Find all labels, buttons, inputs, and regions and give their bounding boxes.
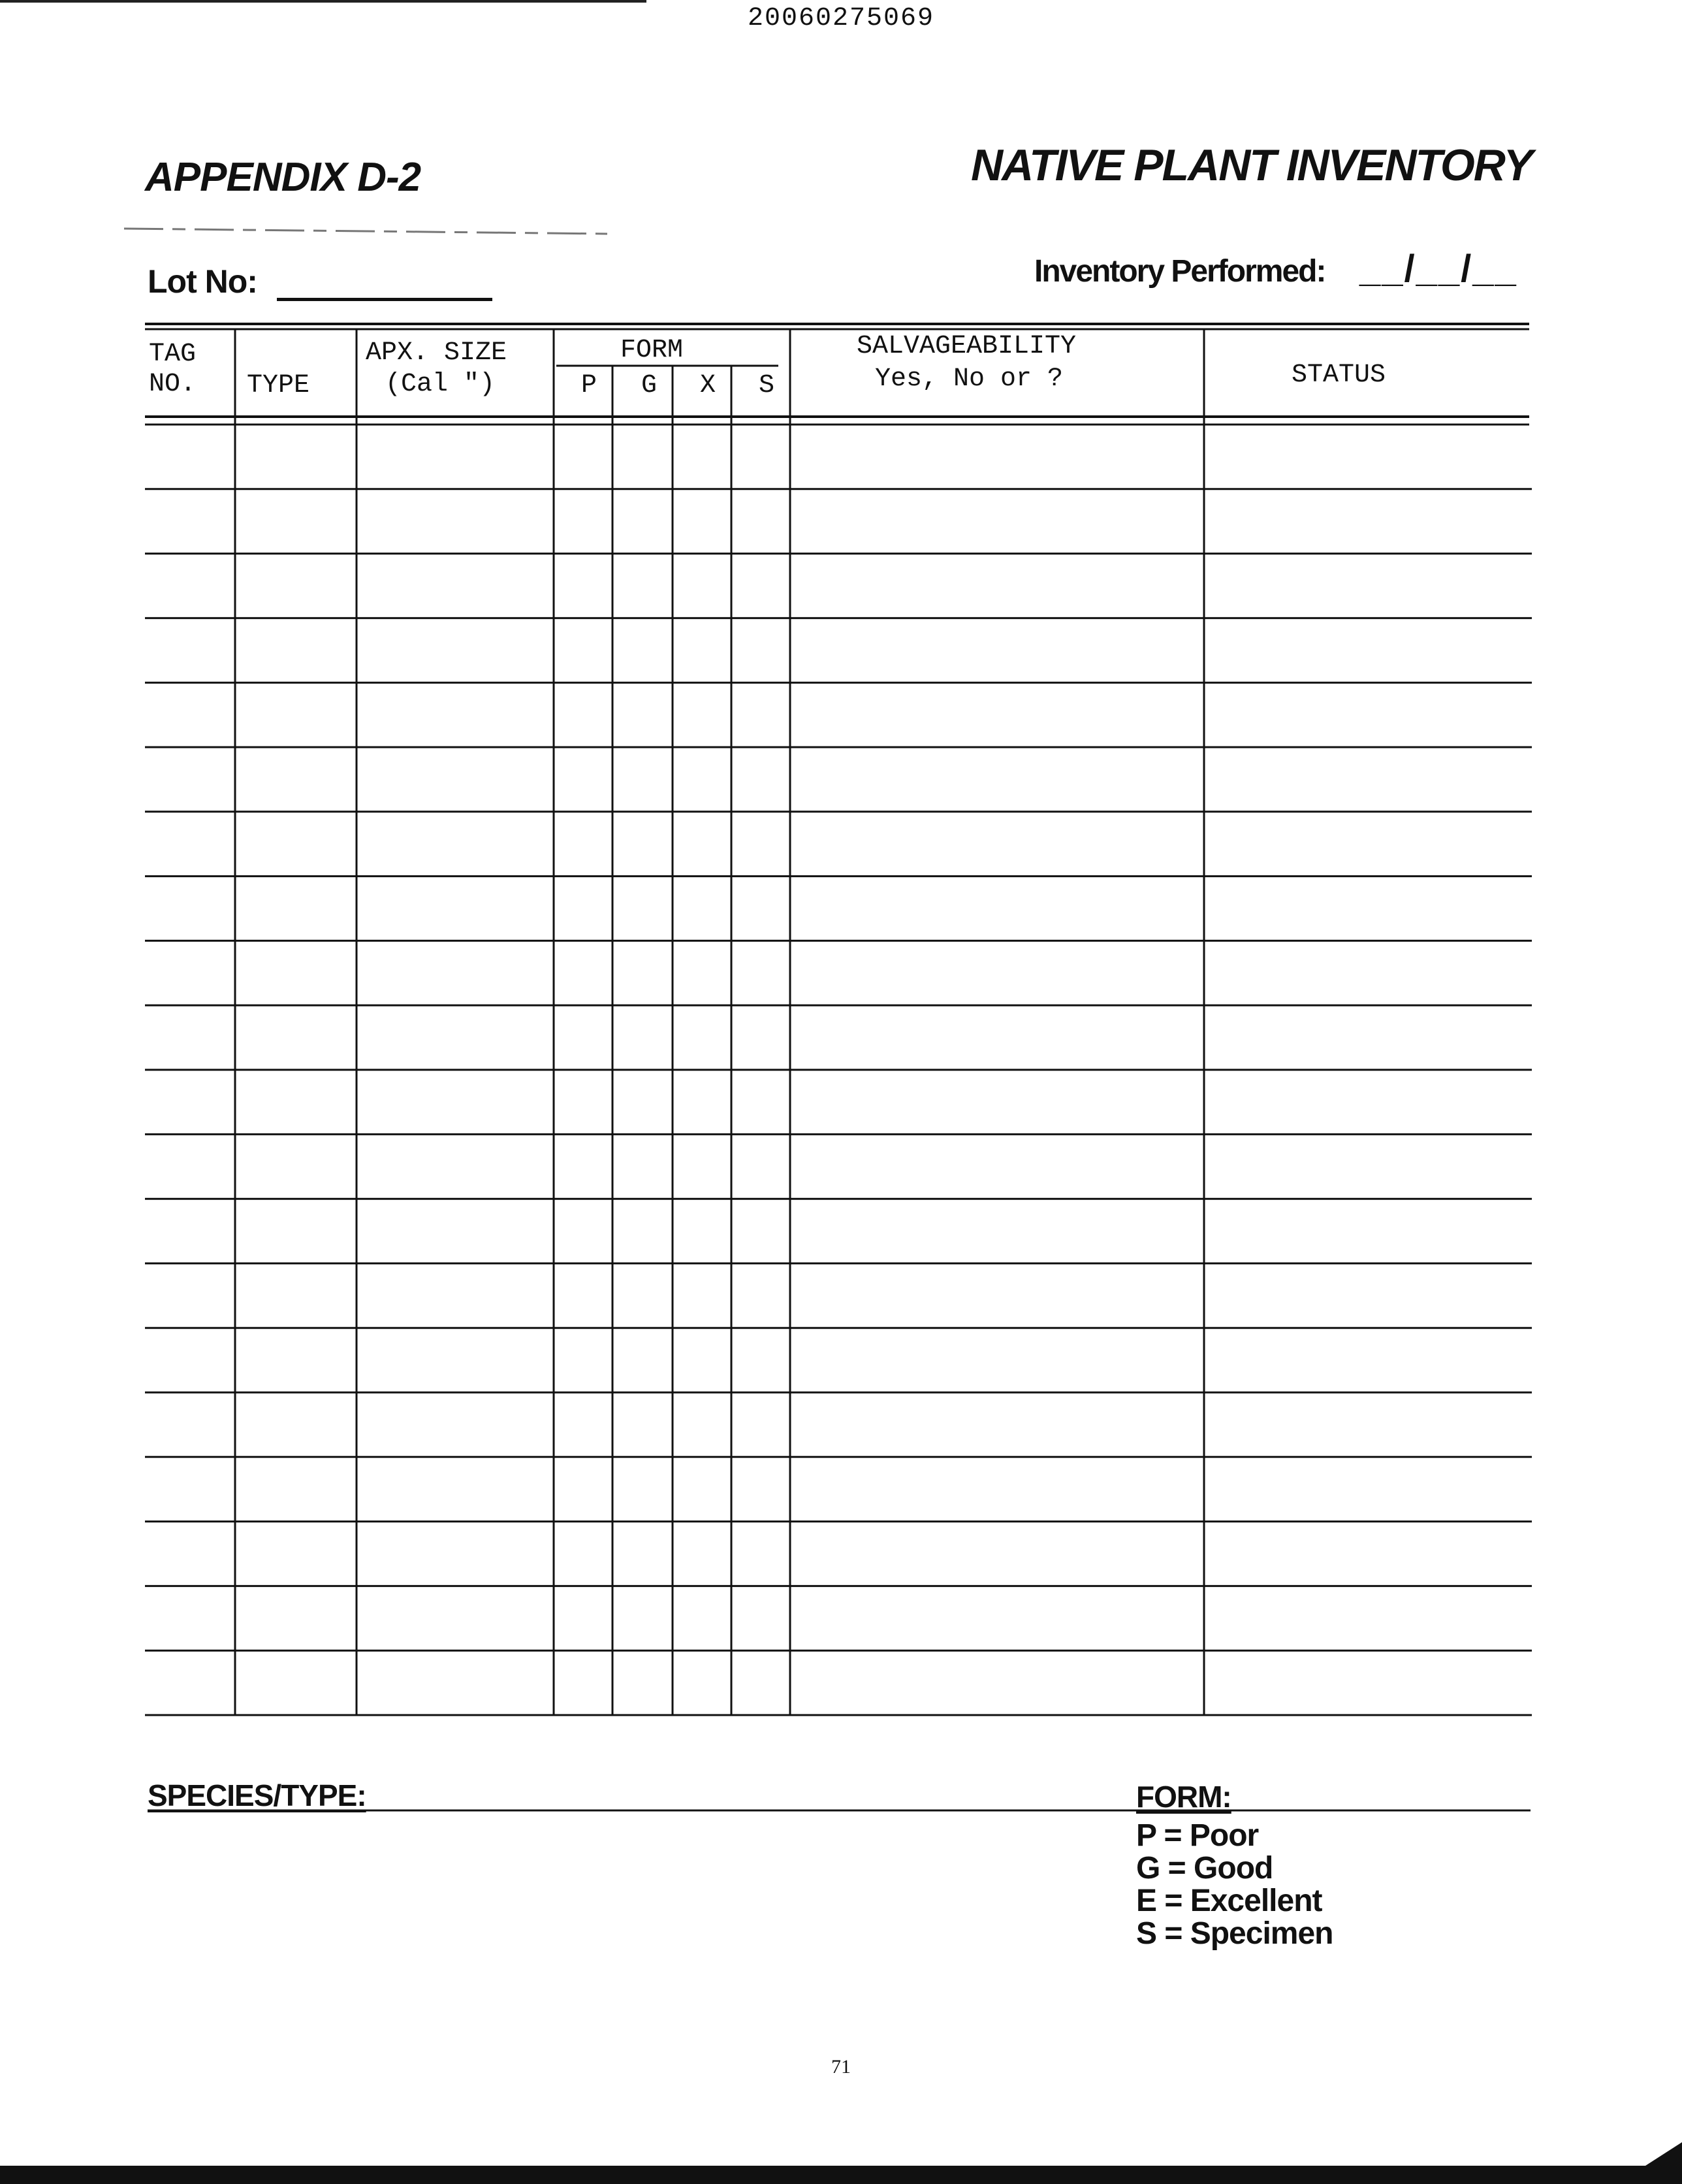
- species-type-label: SPECIES/TYPE:: [148, 1778, 366, 1812]
- header-tag-line2: NO.: [149, 370, 197, 399]
- page-number: 71: [831, 2056, 851, 2078]
- lot-number-label: Lot No:: [148, 263, 257, 300]
- header-form-s: S: [759, 371, 775, 400]
- header-form-p: P: [581, 371, 597, 400]
- appendix-heading: APPENDIX D-2: [145, 155, 421, 200]
- inventory-performed-label: Inventory Performed:: [1034, 254, 1325, 289]
- form-legend-title: FORM:: [1136, 1780, 1231, 1814]
- document-id: 20060275069: [747, 4, 935, 33]
- form-legend-poor: P = Poor: [1136, 1818, 1259, 1853]
- inventory-date-field[interactable]: __/__/__: [1359, 248, 1517, 290]
- page-title: NATIVE PLANT INVENTORY: [971, 140, 1532, 190]
- header-salvageability-line1: SALVAGEABILITY: [857, 332, 1077, 361]
- header-size-line2: (Cal "): [385, 370, 496, 399]
- header-form-x: X: [700, 371, 716, 400]
- header-salvageability-line2: Yes, No or ?: [875, 364, 1064, 394]
- header-size-line1: APX. SIZE: [366, 338, 507, 368]
- form-legend-excellent: E = Excellent: [1136, 1884, 1322, 1918]
- header-status: STATUS: [1292, 361, 1386, 390]
- header-form: FORM: [620, 336, 684, 365]
- form-legend-good: G = Good: [1136, 1851, 1273, 1886]
- header-tag-line1: TAG: [149, 340, 197, 369]
- header-type: TYPE: [247, 371, 310, 400]
- scan-edge-bottom: [0, 2166, 1682, 2184]
- form-legend-specimen: S = Specimen: [1136, 1916, 1333, 1951]
- header-form-g: G: [641, 371, 658, 400]
